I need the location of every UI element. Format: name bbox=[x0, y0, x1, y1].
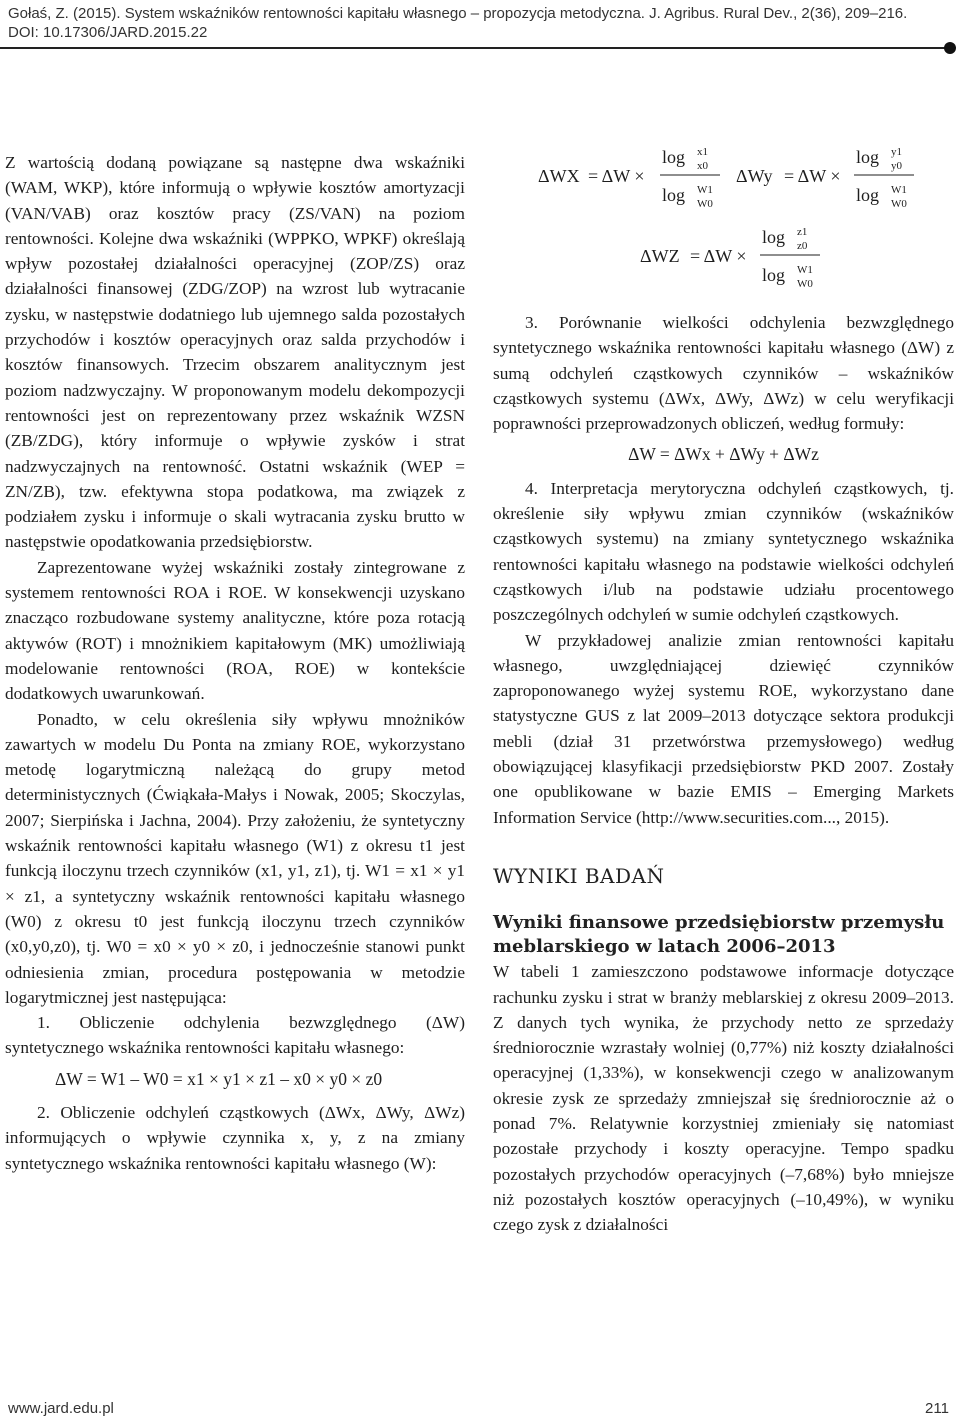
formula-dWz bbox=[640, 226, 820, 290]
frac-num: y1 bbox=[891, 146, 902, 158]
paragraph: W tabeli 1 zamieszczono podstawowe informacje dotyczące rachunku zysku i strat w branży meblarskiej z okresu 2009–2013. Z danych tych wynika, że przychody netto ze sprzedaży średniorocznie wzrastały wolniej (0,77%) niż koszty działalności operacyjnej (1,33%), w konsekwencji czego w analizowanym okresie zysk ze sprzedaży zmniejszał się średniorocznie aż o ponad 7%. Relatywnie korzystniej zmieniały się natomiast pozostałe przychody i koszty operacyjne. Tempo spadku pozostałych przychodów operacyjnych (–7,68%) było mniejsze niż pozostałych kosztów operacyjnych (–10,49%), w wyniku czego zysk z działalności bbox=[493, 962, 954, 1235]
log-label: log bbox=[856, 147, 880, 167]
equation-absolute-deviation: ΔW = W1 – W0 = x1 × y1 × z1 – x0 × y0 × z0 bbox=[55, 1068, 383, 1089]
frac-num: W1 bbox=[891, 184, 907, 196]
footer-url: www.jard.edu.pl bbox=[8, 1400, 114, 1417]
citation-line: Gołaś, Z. (2015). System wskaźników rentowności kapitału własnego – propozycja metodyczna. J. Agribus. Rural Dev., 2(36), 209–216. bbox=[8, 5, 908, 22]
frac-num: x1 bbox=[697, 146, 708, 158]
log-label: log bbox=[662, 147, 686, 167]
frac-den: W0 bbox=[797, 278, 813, 290]
formula-eq: = ΔW × bbox=[690, 246, 747, 266]
log-label: log bbox=[762, 265, 786, 285]
formula-dWx bbox=[538, 146, 720, 210]
formula-lhs: ΔWZ bbox=[640, 246, 680, 266]
log-label: log bbox=[856, 185, 880, 205]
frac-den: W0 bbox=[697, 198, 713, 210]
equation-sum-check: ΔW = ΔWx + ΔWy + ΔWz bbox=[628, 444, 819, 465]
right-column bbox=[493, 310, 954, 1238]
header-dot-ornament bbox=[944, 42, 956, 54]
log-label: log bbox=[762, 227, 786, 247]
doi-line: DOI: 10.17306/JARD.2015.22 bbox=[8, 24, 208, 41]
paragraph: 3. Porównanie wielkości odchylenia bezwzględnego syntetycznego wskaźnika rentowności kapitału własnego (ΔW) z sumą odchyleń cząstkowych czynników – wskaźników cząstkowych systemu (ΔWx, ΔWy, ΔWz) w celu weryfikacji poprawności przeprowadzonych obliczeń, według formuły: bbox=[493, 313, 954, 434]
paragraph: Ponadto, w celu określenia siły wpływu mnożników zawartych w modelu Du Ponta na zmiany ROE, wykorzystano metodę logarytmiczną należącą do grupy metod deterministycznych (Ćwiąkała-Małys i Nowak, 2005; Skoczylas, 2007; Sierpińska i Jachna, 2004). Przy założeniu, że syntetyczny wskaźnik rentowności kapitału własnego (W1) z okresu t1 jest funkcją iloczynu trzech czynników (x1, y1, z1), tj. W1 = x1 × y1 × z1, a syntetyczny wskaźnik rentowności kapitału własnego (W0) z okresu t0 jest funkcją iloczynu trzech czynników (x0,y0,z0), tj. W0 = x0 × y0 × z0, i jednocześnie stanowi punkt odniesienia zmian, procedura postępowania w metodzie logarytmicznej jest następująca: bbox=[5, 709, 465, 1007]
formula-lhs: ΔWy bbox=[736, 166, 773, 186]
page-number: 211 bbox=[925, 1400, 949, 1417]
paragraph: 2. Obliczenie odchyleń cząstkowych (ΔWx, ΔWy, ΔWz) informujących o wpływie czynnika x, y, z na zmiany syntetycznego wskaźnika rentowności kapitału własnego (W): bbox=[5, 1102, 465, 1173]
paragraph: Zaprezentowane wyżej wskaźniki zostały zintegrowane z systemem rentowności ROA i ROE. W konsekwencji uzyskano znacząco rozbudowane systemy analityczne, które poza rotacją aktywów (ROT) i mnożnikiem kapitałowym (MK) umożliwiają modelowanie rentowności (ROA, ROE) w kontekście dodatkowych uwarunkowań. bbox=[5, 557, 465, 704]
frac-num: W1 bbox=[797, 264, 813, 276]
paragraph: Z wartością dodaną powiązane są następne dwa wskaźniki (WAM, WKP), które informują o wpływie kosztów amortyzacji (VAN/VAB) oraz kosztów pracy (ZS/VAN) na poziom rentowności. Kolejne dwa wskaźniki (WPPKO, WPKF) określają wpływ pozostałej działalności operacyjnej (ZOP/ZS) oraz działalności finansowej (ZDG/ZOP) na wzrost lub wytracanie zysku, w następstwie dodatniego lub ujemnego salda pozostałych przychodów i kosztów operacyjnych oraz salda przychodów i kosztów finansowych. Trzecim obszarem analitycznym jest poziom nadzwyczajny. W proponowanym modelu dekompozycji rentowności jest on reprezentowany przez wskaźnik WZSN (ZB/ZDG), który informuje o wpływie zysków i strat nadzwyczajnych na rentowność. Ostatni wskaźnik (WEP = ZN/ZB), tzw. efektywna stopa podatkowa, ma związek z podziałem zysku i informuje o skali wytracania zysku brutto w następstwie opodatkowania przedsiębiorstw. bbox=[5, 153, 465, 552]
paragraph: 1. Obliczenie odchylenia bezwzględnego (ΔW) syntetycznego wskaźnika rentowności kapitału własnego: bbox=[5, 1013, 465, 1058]
subsection-heading: Wyniki finansowe przedsiębiorstw przemysłu meblarskiego w latach 2006–2013 bbox=[493, 912, 945, 958]
section-heading: WYNIKI BADAŃ bbox=[493, 863, 665, 888]
frac-den: y0 bbox=[891, 160, 902, 172]
frac-num: W1 bbox=[697, 184, 713, 196]
paragraph: W przykładowej analizie zmian rentowności kapitału własnego, uwzględniającej dziewięć czynników zaproponowanego wyżej systemu ROE, wykorzystano dane statystyczne GUS z lat 2009–2013 dotyczące sektora produkcji mebli (dział 31 przetwórstwa przemysłowego) według obowiązującej klasyfikacji przedsiębiorstw PKD 2007. Zostały one opublikowane w bazie EMIS – Emerging Markets Information Service (http://www.securities.com..., 2015). bbox=[493, 630, 954, 827]
partial-deviation-formulas bbox=[530, 135, 950, 305]
header-rule bbox=[0, 47, 946, 49]
frac-den: z0 bbox=[797, 240, 808, 252]
running-header bbox=[8, 4, 948, 42]
formula-eq: = ΔW × bbox=[588, 166, 645, 186]
log-label: log bbox=[662, 185, 686, 205]
frac-num: z1 bbox=[797, 226, 808, 238]
formula-lhs: ΔWX bbox=[538, 166, 580, 186]
paragraph: 4. Interpretacja merytoryczna odchyleń cząstkowych, tj. określenie siły wpływu zmian czynników (wskaźników cząstkowych systemu) na zmiany syntetycznego wskaźnika rentowności kapitału własnego na podstawie wielkości odchyleń cząstkowych i/lub na podstawie udziału procentowego poszczególnych odchyleń w sumie odchyleń cząstkowych. bbox=[493, 478, 954, 625]
formula-dWy bbox=[736, 146, 914, 210]
formula-eq: = ΔW × bbox=[784, 166, 841, 186]
frac-den: W0 bbox=[891, 198, 907, 210]
left-column bbox=[5, 150, 465, 1176]
frac-den: x0 bbox=[697, 160, 708, 172]
